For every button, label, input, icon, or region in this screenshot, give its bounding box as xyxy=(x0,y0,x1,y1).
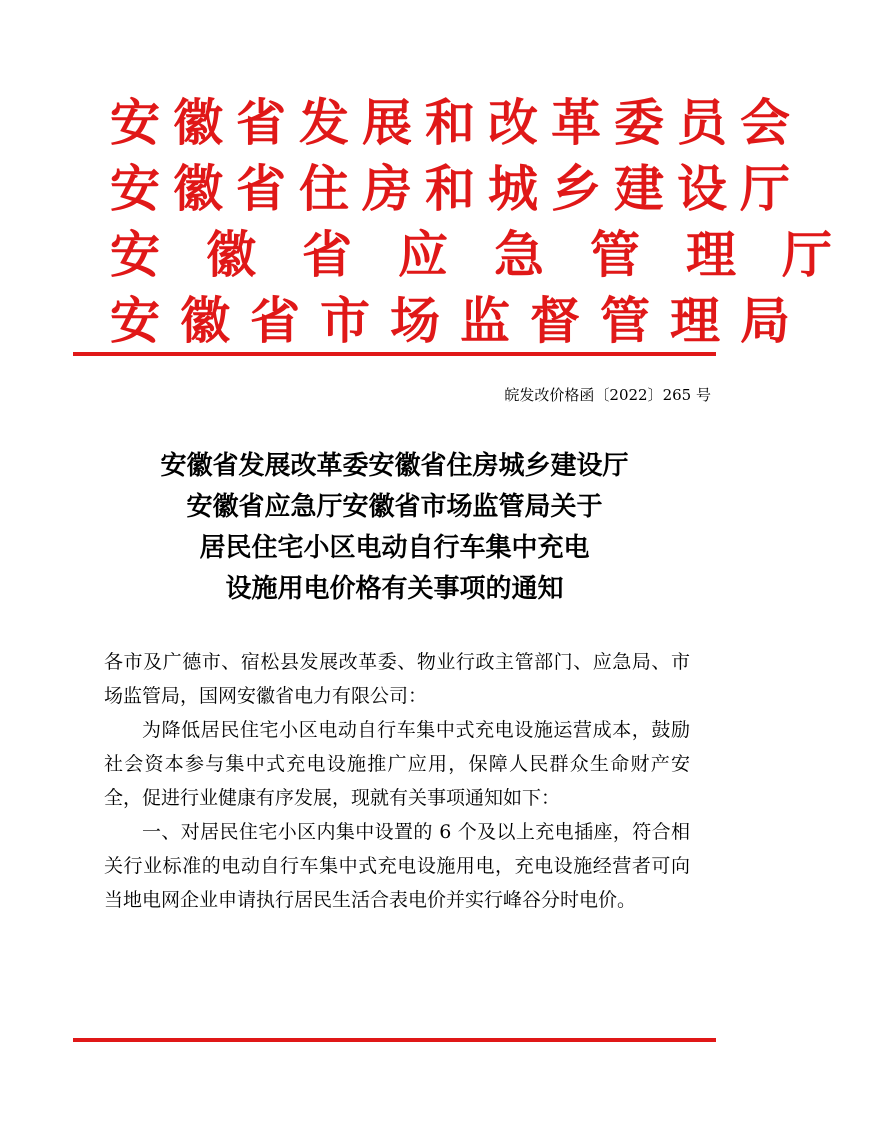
document-body xyxy=(104,645,690,917)
document-title xyxy=(73,446,716,610)
issuer-line: 安徽省住房和城乡建设厅 xyxy=(110,160,803,218)
issuing-authorities xyxy=(110,90,878,354)
body-paragraph: 为降低居民住宅小区电动自行车集中式充电设施运营成本，鼓励社会资本参与集中式充电设施推广应用，保障人民群众生命财产安全，促进行业健康有序发展，现就有关事项通知如下： xyxy=(104,719,690,809)
red-divider-top xyxy=(73,352,716,356)
issuer-line: 安徽省发展和改革委员会 xyxy=(110,94,803,152)
title-line: 居民住宅小区电动自行车集中充电 xyxy=(199,533,590,563)
red-divider-bottom xyxy=(73,1038,716,1042)
title-line: 安徽省发展改革委安徽省住房城乡建设厅 xyxy=(160,451,629,481)
title-line: 设施用电价格有关事项的通知 xyxy=(225,574,564,604)
title-line: 安徽省应急厅安徽省市场监管局关于 xyxy=(186,492,603,522)
addressee: 各市及广德市、宿松县发展改革委、物业行政主管部门、应急局、市场监管局，国网安徽省电力有限公司： xyxy=(104,651,690,707)
issuer-line: 安徽省市场监督管理局 xyxy=(110,292,810,350)
body-paragraph: 一、对居民住宅小区内集中设置的 6 个及以上充电插座，符合相关行业标准的电动自行车集中式充电设施用电，充电设施经营者可向当地电网企业申请执行居民生活合表电价并实行峰谷分时电价。 xyxy=(104,821,690,911)
document-number: 皖发改价格函〔2022〕265 号 xyxy=(504,386,711,404)
issuer-line: 安徽省应急管理厅 xyxy=(110,226,878,284)
